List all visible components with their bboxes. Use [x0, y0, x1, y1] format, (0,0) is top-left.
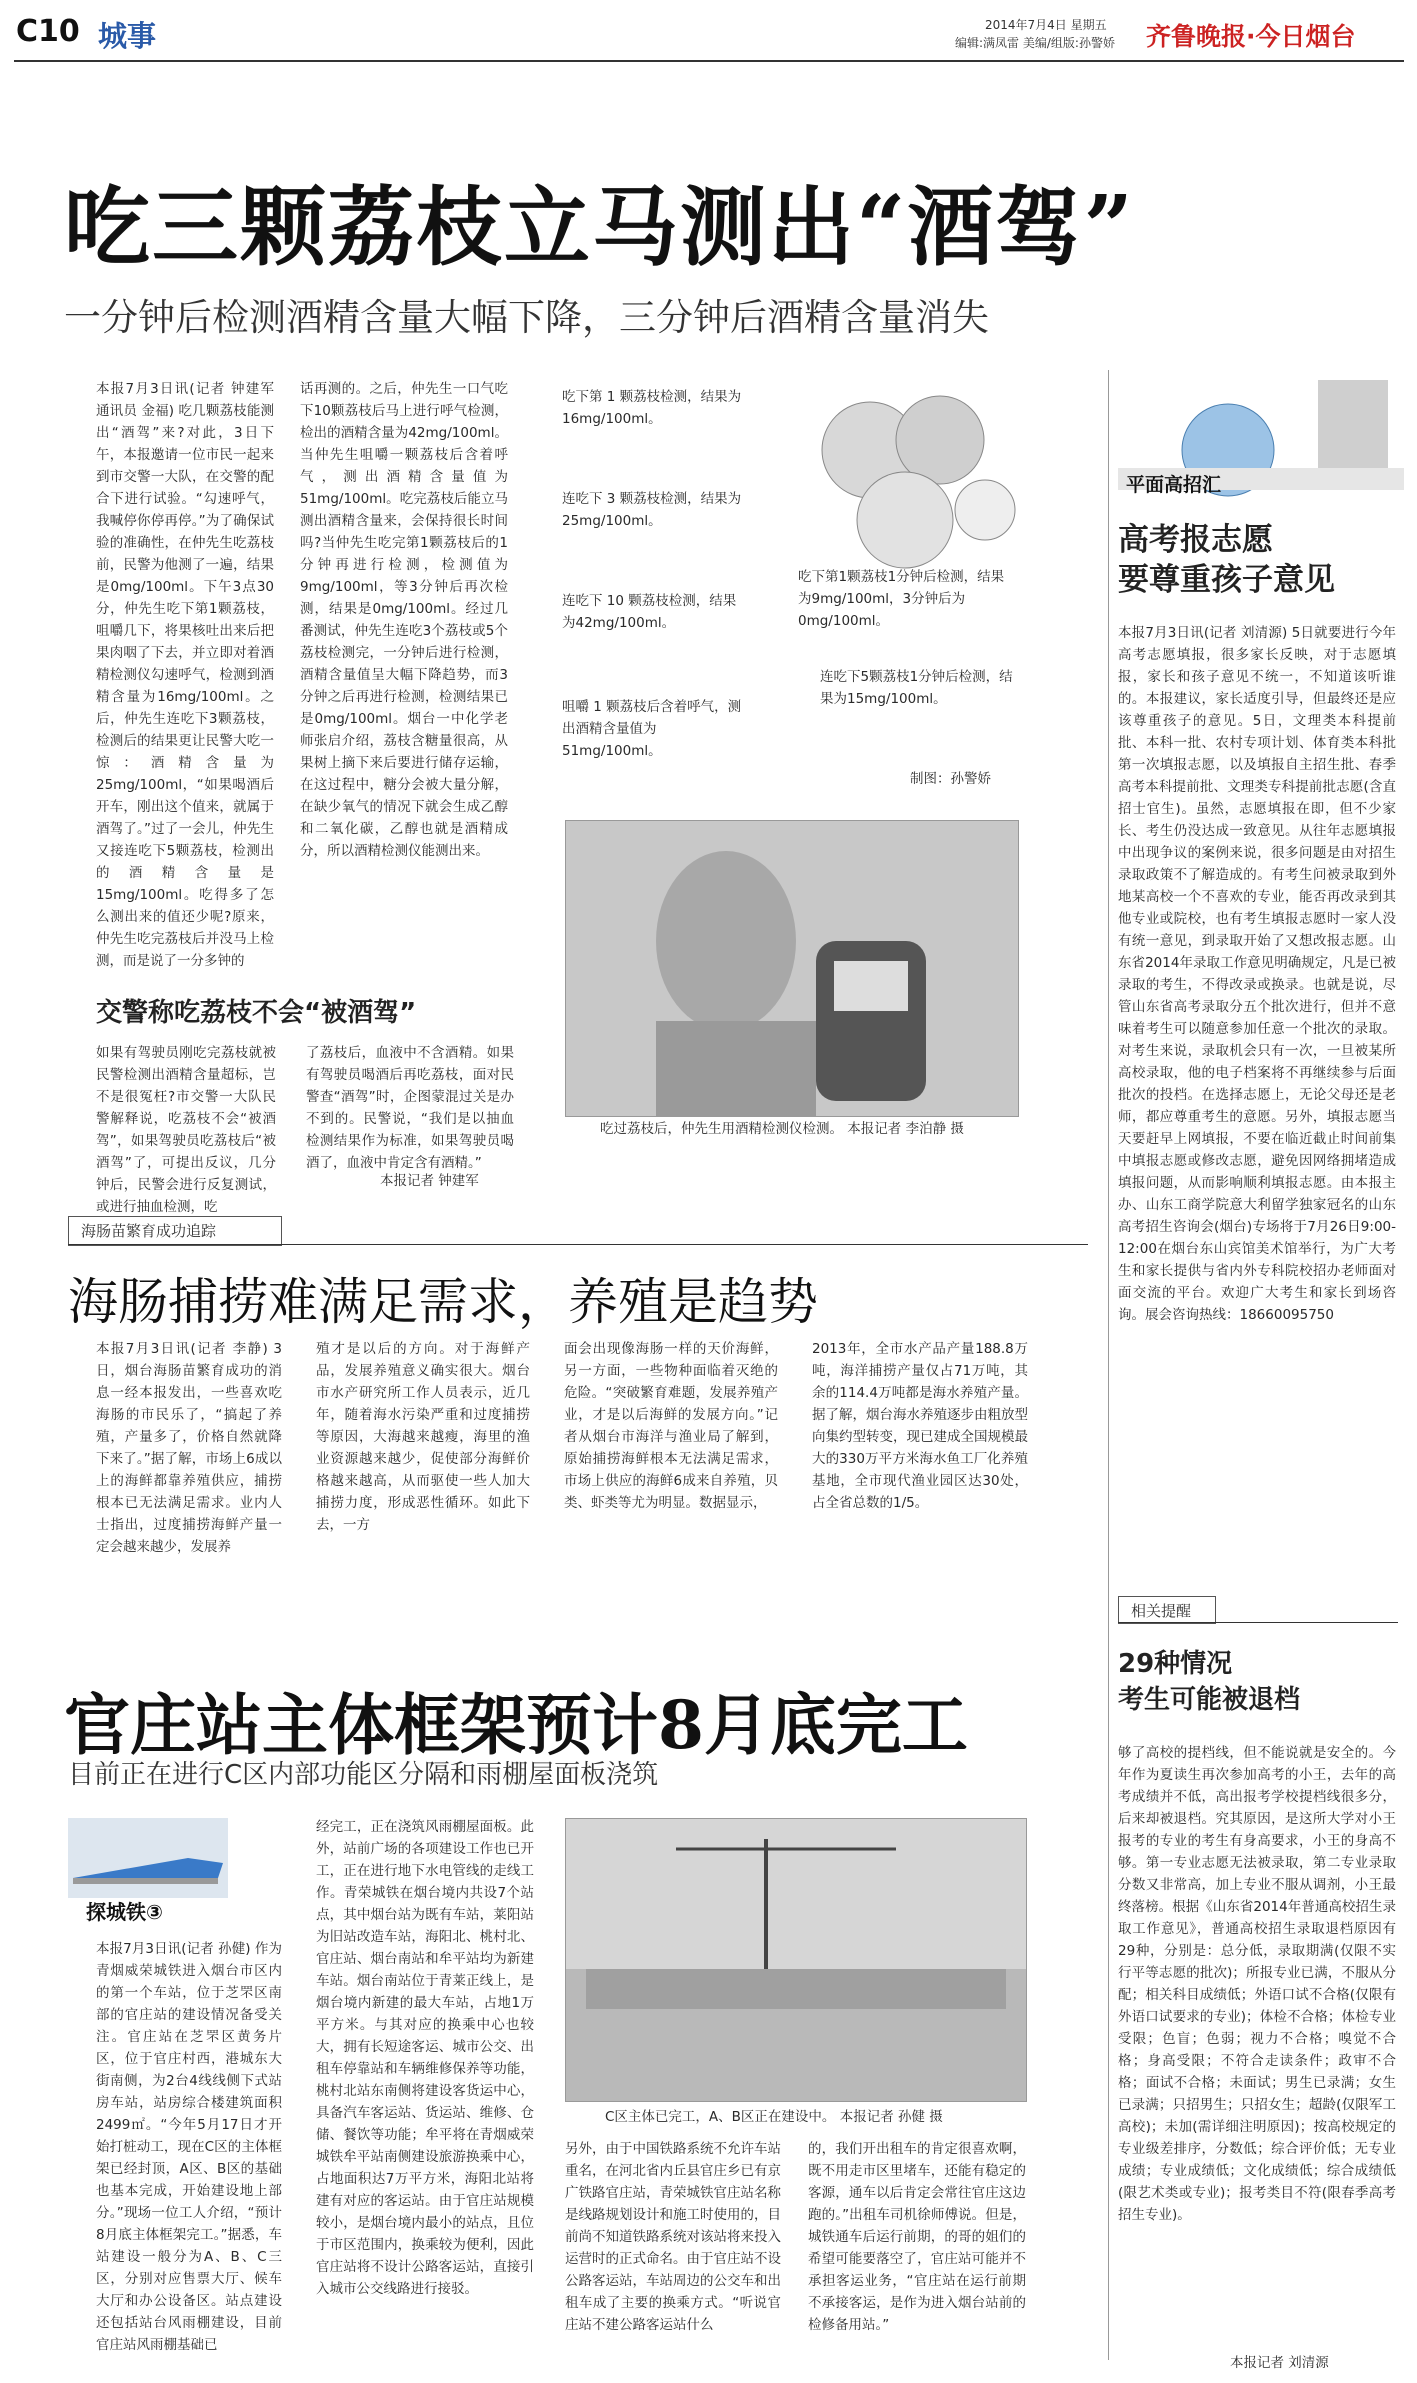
article2-col3: 面会出现像海肠一样的天价海鲜，另一方面，一些物种面临着灭绝的危险。“突破繁育难题，发展养殖产业，才是以后海鲜的发展方向。”记者从烟台市海洋与渔业局了解到，原始捕捞海鲜根本无法满足需求，市场上供应的海鲜6成来自养殖，贝类、虾类等尤为明显。数据显示， — [564, 1341, 778, 1511]
construction-photo — [565, 1818, 1027, 2102]
sidebar-divider — [1108, 370, 1109, 2360]
brand-logo: 齐鲁晚报·今日烟台 — [1146, 22, 1356, 51]
callout-1: 吃下第 1 颗荔枝检测，结果为16mg/100ml。 — [562, 389, 742, 427]
article2-kicker-text: 海肠苗繁育成功追踪 — [81, 1222, 217, 1240]
train-badge — [68, 1818, 228, 1922]
related-kicker-text: 相关提醒 — [1131, 1602, 1192, 1620]
article1-title: 吃三颗荔枝立马测出“酒驾” — [64, 177, 1135, 278]
sidebar-title: 高考报志愿 要尊重孩子意见 — [1118, 522, 1335, 598]
callout-3: 连吃下 10 颗荔枝检测，结果为42mg/100ml。 — [562, 593, 737, 631]
article2-rule — [68, 1244, 1088, 1245]
callout-5: 吃下第1颗荔枝1分钟后检测，结果为9mg/100ml，3分钟后为0mg/100ml。 — [798, 569, 1005, 629]
article1-col1: 本报7月3日讯(记者 钟建军 通讯员 金福) 吃几颗荔枝能测出“酒驾”来?对此，3日下午，本报邀请一位市民一起来到市交警一大队，在交警的配合下进行试验。“勾速呼气，我喊停你停再停。”为了确保试验的准确性，在仲先生吃荔枝前，民警为他测了一遍，结果是0mg/100ml。下午3点30分，仲先生吃下第1颗荔枝，咀嚼几下，将果核吐出来后把果肉咽了下去，并立即对着酒精检测仪勾速呼气，检测到酒精含量为16mg/100ml。之后，仲先生连吃下3颗荔枝，检测后的结果更让民警大吃一惊：酒精含量为25mg/100ml，“如果喝酒后开车，刚出这个值来，就属于酒驾了。”过了一会儿，仲先生又接连吃下5颗荔枝，检测出的酒精含量是15mg/100ml。吃得多了怎么测出来的值还少呢?原来，仲先生吃完荔枝后并没马上检测，而是说了一分多钟的 — [96, 381, 274, 969]
callout-4: 咀嚼 1 颗荔枝后含着呼气，测出酒精含量值为51mg/100ml。 — [562, 699, 742, 759]
breathalyzer-photo — [565, 820, 1019, 1117]
article3-col2: 经完工，正在浇筑风雨棚屋面板。此外，站前广场的各项建设工作也已开工，正在进行地下水电管线的走线工作。青荣城铁在烟台境内共设7个站点，其中烟台站为既有车站，莱阳站为旧站改造车站，海阳北、桃村北、官庄站、烟台南站和牟平站均为新建车站。烟台南站位于青莱正线上，是烟台境内新建的最大车站，占地1万平方米。与其对应的换乘中心也较大，拥有长短途客运、城市公交、出租车停靠站和车辆维修保养等功能，桃村北站东南侧将建设客货运中心，具备汽车客运站、货运站、维修、仓储、餐饮等功能；牟平将在青烟威荣城铁牟平站南侧建设旅游换乘中心，占地面积达7万平方米，海阳北站将建有对应的客运站。由于官庄站规模较小，是烟台境内最小的站点，且位于市区范围内，换乘较为便利，因此官庄站将不设计公路客运站，直接引入城市公交线路进行接驳。 — [316, 1819, 534, 2297]
article1-sub-col2: 了荔枝后，血液中不含酒精。如果有驾驶员喝酒后再吃荔枝，面对民警查“酒驾”时，企图蒙混过关是办不到的。民警说，“我们是以抽血检测结果作为标准，如果驾驶员喝酒了，血液中肯定含有酒精。” — [306, 1045, 514, 1171]
callout-6: 连吃下5颗荔枝1分钟后检测，结果为15mg/100ml。 — [820, 669, 1013, 707]
issue-date: 2014年7月4日 星期五 — [985, 18, 1107, 32]
article1-subhead: 交警称吃荔枝不会“被酒驾” — [96, 998, 417, 1028]
header-rule — [14, 60, 1404, 62]
sidebar-body: 本报7月3日讯(记者 刘清源) 5日就要进行今年高考志愿填报，很多家长反映，对于志愿填报，家长和孩子意见不统一，不知道该听谁的。本报建议，家长适度引导，但最终还是应该尊重孩子的意见。5日，文理类本科提前批、本科一批、农村专项计划、体育类本科批第一次填报志愿，以及填报自主招生批、春季高考本科提前批、文理类专科提前批志愿(含直招士官生)。虽然，志愿填报在即，但不少家长、考生仍没达成一致意见。从往年志愿填报中出现争议的案例来说，很多问题是由对招生录取政策不了解造成的。有考生问被录取到外地某高校一个不喜欢的专业，能否再改录到其他专业或院校，也有考生填报志愿时一家人没有统一意见，到录取开始了又想改报志愿。山东省2014年录取工作意见明确规定，凡是已被录取的考生，不得改录或换录。也就是说，尽管山东省高考录取分五个批次进行，但并不意味着考生可以随意参加任意一个批次的录取。对考生来说，录取机会只有一次，一旦被某所高校录取，他的电子档案将不再继续参与后面批次的投档。在选择志愿上，无论父母还是老师，都应尊重考生的意愿。另外，填报志愿当天要赶早上网填报，不要在临近截止时间前集中填报志愿或修改志愿，避免因网络拥堵造成填报问题，从而影响顺利填报志愿。由本报主办、山东工商学院意大利留学独家冠名的山东高考招生咨询会(烟台)专场将于7月26日9:00-12:00在烟台东山宾馆美术馆举行，为广大考生和家长提供与省内外专科院校招办老师面对面交流的平台。欢迎广大考生和家长到场咨询。展会咨询热线：18660095750 — [1118, 625, 1396, 1323]
masthead — [0, 0, 1417, 60]
sidebar-banner-label: 平面高招汇 — [1126, 474, 1222, 496]
related-body: 够了高校的提档线，但不能说就是安全的。今年作为夏读生再次参加高考的小王，去年的高考成绩并不低，高出报考学校提档线很多分，后来却被退档。究其原因，是这所大学对小王报考的专业的考生有身高要求，小王的身高不够。第一专业志愿无法被录取，第二专业录取分数又非常高，加上专业不服从调剂，小王最终落榜。根据《山东省2014年普通高校招生录取工作意见》，普通高校招生录取退档原因有29种，分别是：总分低，录取期满(仅限不实行平等志愿的批次)；所报专业已满，不服从分配；相关科目成绩低；外语口试不合格(仅限有外语口试要求的专业)；体检不合格；体检专业受限；色盲；色弱；视力不合格；嗅觉不合格；身高受限；不符合走读条件；政审不合格；面试不合格；未面试；男生已录满；女生已录满；只招男生；只招女生；超龄(仅限军工高校)；未加(需详细注明原因)；按高校规定的专业级差排序，分数低；综合评价低；无专业成绩；专业成绩低；文化成绩低；综合成绩低(限艺术类或专业)；报考类目不符(限春季高考招生专业)。 — [1118, 1745, 1396, 2223]
article2-kicker — [68, 1216, 282, 1246]
related-kicker — [1118, 1596, 1216, 1624]
article1-sub-credit: 本报记者 钟建军 — [380, 1173, 479, 1189]
article3-col4: 的，我们开出租车的肯定很喜欢啊，既不用走市区里堵车，还能有稳定的客源，通车以后肯定会常往官庄这边跑的。”出租车司机徐师傅说。但是，城铁通车后运行前期，的哥的姐们的希望可能要落空了，官庄站可能并不承担客运业务，“官庄站在运行前期不承接客运，是作为进入烟台站前的检修备用站。” — [808, 2141, 1026, 2333]
sidebar-banner-graphic — [1118, 370, 1404, 496]
related-rule — [1118, 1622, 1398, 1623]
article3-col3: 另外，由于中国铁路系统不允许车站重名，在河北省内丘县官庄乡已有京广铁路官庄站，青荣城铁官庄站名称是线路规划设计和施工时使用的，目前尚不知道铁路系统对该站将来投入运营时的正式命名。由于官庄站不设公路客运站，车站周边的公交车和出租车成了主要的换乘方式。“听说官庄站不建公路客运站什么 — [565, 2141, 781, 2333]
photo-caption-1: 吃过荔枝后，仲先生用酒精检测仪检测。 本报记者 李泊静 摄 — [600, 1121, 964, 1137]
callout-2: 连吃下 3 颗荔枝检测，结果为25mg/100ml。 — [562, 491, 742, 529]
article2-col1: 本报7月3日讯(记者 李静) 3日，烟台海肠苗繁育成功的消息一经本报发出，一些喜欢吃海肠的市民乐了，“搞起了养殖，产量多了，价格自然就降下来了。”据了解，市场上6成以上的海鲜都靠养殖供应，捕捞根本已无法满足需求。业内人士指出，过度捕捞海鲜产量一定会越来越少，发展养 — [96, 1341, 282, 1555]
article2-col2: 殖才是以后的方向。对于海鲜产品，发展养殖意义确实很大。烟台市水产研究所工作人员表示，近几年，随着海水污染严重和过度捕捞等原因，大海越来越瘦，海里的渔业资源越来越少，促使部分海鲜价格越来越高，从而驱使一些人加大捕捞力度，形成恶性循环。如此下去，一方 — [316, 1341, 530, 1533]
train-badge-label: 探城铁③ — [86, 1900, 163, 1924]
article3-title: 官庄站主体框架预计8月底完工 — [64, 1686, 968, 1764]
section-name: 城事 — [98, 19, 157, 53]
editor-credits: 编辑:满凤雷 美编/组版:孙警娇 — [955, 36, 1115, 50]
related-credit: 本报记者 刘清源 — [1230, 2355, 1329, 2371]
related-title: 29种情况 考生可能被退档 — [1118, 1649, 1301, 1715]
lychee-infographic — [550, 370, 1020, 790]
article1-subtitle: 一分钟后检测酒精含量大幅下降，三分钟后酒精含量消失 — [64, 296, 989, 339]
photo-caption-2: C区主体已完工，A、B区正在建设中。 本报记者 孙健 摄 — [605, 2109, 943, 2125]
page-number: C10 — [16, 14, 80, 49]
lychee-image — [810, 370, 1020, 580]
article1-col2: 话再测的。之后，仲先生一口气吃下10颗荔枝后马上进行呼气检测，检出的酒精含量为42mg/100ml。当仲先生咀嚼一颗荔枝后含着呼气，测出酒精含量值为51mg/100ml。吃完荔枝后能立马测出酒精含量来，会保持很长时间吗?当仲先生吃完第1颗荔枝后的1分钟再进行检测，检测值为9mg/100ml，等3分钟后再次检测，结果是0mg/100ml。经过几番测试，仲先生连吃3个荔枝或5个荔枝检测完，一分钟后进行检测，酒精含量值呈大幅下降趋势，而3分钟之后再进行检测，检测结果已是0mg/100ml。烟台一中化学老师张启介绍，荔枝含糖量很高，从果树上摘下来后要进行储存运输，在这过程中，糖分会被大量分解，在缺少氧气的情况下就会生成乙醇和二氧化碳，乙醇也就是酒精成分，所以酒精检测仪能测出来。 — [300, 381, 508, 859]
article2-title: 海肠捕捞难满足需求，养殖是趋势 — [68, 1273, 818, 1331]
article1-sub-col1: 如果有驾驶员刚吃完荔枝就被民警检测出酒精含量超标，岂不是很冤枉?市交警一大队民警解释说，吃荔枝不会“被酒驾”，如果驾驶员吃荔枝后“被酒驾”了，可提出反议，几分钟后，民警会进行反复测试，或进行抽血检测，吃 — [96, 1045, 276, 1215]
article3-subtitle: 目前正在进行C区内部功能区分隔和雨棚屋面板浇筑 — [68, 1760, 659, 1790]
article2-col4: 2013年，全市水产品产量188.8万吨，海洋捕捞产量仅占71万吨，其余的114.4万吨都是海水养殖产量。据了解，烟台海水养殖逐步由粗放型向集约型转变，现已建成全国规模最大的330万平方米海水鱼工厂化养殖基地，全市现代渔业园区达30处，占全省总数的1/5。 — [812, 1341, 1028, 1511]
graphic-credit: 制图：孙警娇 — [910, 771, 991, 787]
article3-col1: 本报7月3日讯(记者 孙健) 作为青烟威荣城铁进入烟台市区内的第一个车站，位于芝罘区南部的官庄站的建设情况备受关注。官庄站在芝罘区黄务片区，位于官庄村西，港城东大街南侧，为2台4线线侧下式站房车站，站房综合楼建筑面积2499㎡。“今年5月17日才开始打桩动工，现在C区的主体框架已经封顶，A区、B区的基础也基本完成，开始建设地上部分。”现场一位工人介绍，“预计8月底主体框架完工。”据悉，车站建设一般分为A、B、C三区，分别对应售票大厅、候车大厅和办公设备区。站点建设还包括站台风雨棚建设，目前官庄站风雨棚基础已 — [96, 1941, 282, 2353]
